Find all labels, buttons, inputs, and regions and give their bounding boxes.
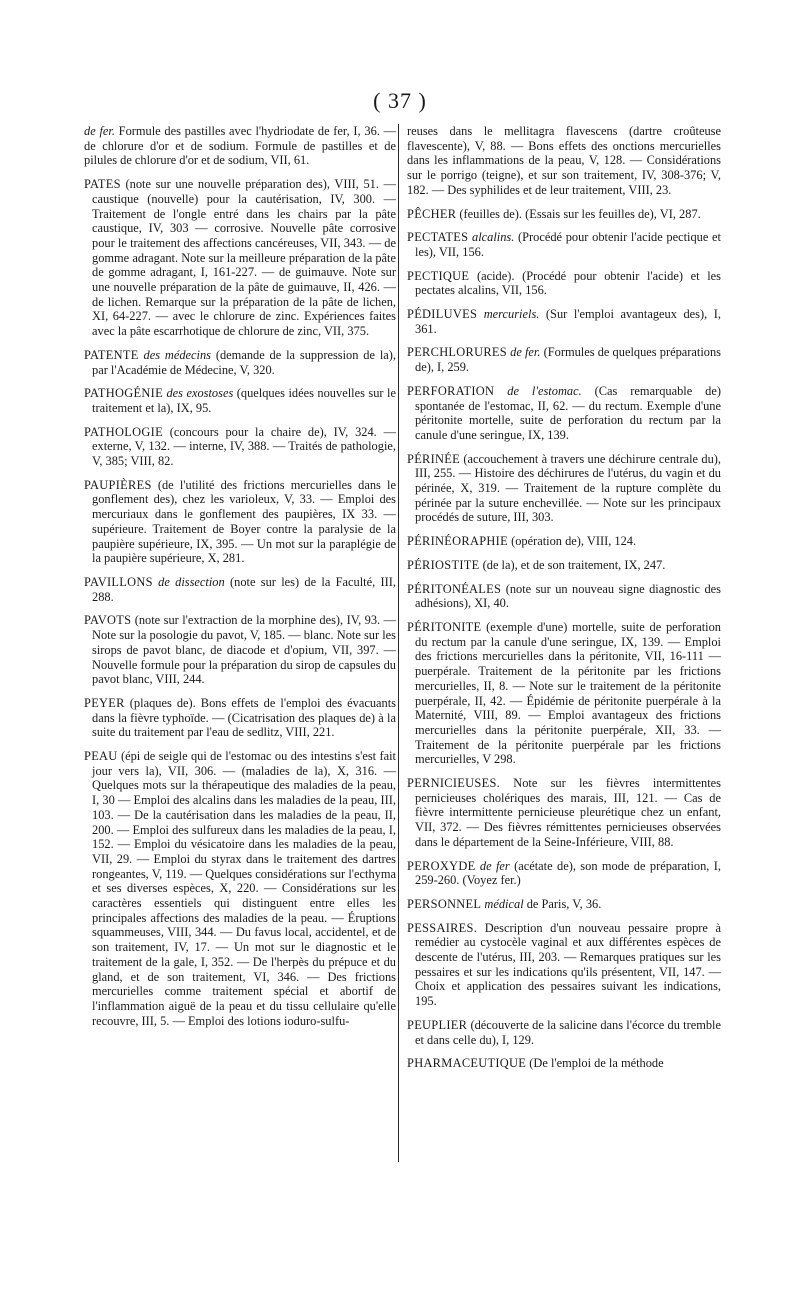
index-entry — [407, 452, 721, 526]
entry-headword: PEYER — [84, 695, 125, 710]
entry-text: (exemple d'une) mortelle, suite de perforation du rectum par la canule d'une seringue, IX, 139. — Emploi des frictions mercurielles dans la péritonite, VII, 16-111 — puerpérale. Traitement de la péritonite par les frictions mercurielles, II, 8. — Note sur le traitement de la péritonite puerpérale, II, 42. — Épidémie de péritonite puerpérale à la Maternité, VIII, 89. — Emploi avantageux des frictions mercurielles dans la péritonite puerpérale, XII, 33. — Traitement de la péritonite puerpérale par les frictions mercurielles, V 298. — [415, 619, 721, 767]
entry-text: (acide). (Procédé pour obtenir l'acide) et les pectates alcalins, VII, 156. — [415, 268, 721, 298]
entry-subject: de fer — [475, 858, 510, 873]
entry-text: (note sur un nouveau signe diagnostic des adhésions), XI, 40. — [415, 581, 721, 611]
entry-headword: PÉDILUVES — [407, 307, 478, 322]
index-entry — [407, 269, 721, 298]
entry-text: (épi de seigle qui de l'estomac ou des intestins s'est fait jour vers la), VII, 306. — (maladies de la), X, 316. — Quelques mots sur la thérapeutique des maladies de la peau, I, 30 — Emploi des alcalins dans les maladies de la peau, III, 103. — De la cautérisation dans les maladies de la peau, II, 200. — Emploi des sulfureux dans les maladies de la peau, I, 152. — Emploi du vésicatoire dans les maladies de la peau, VII, 29. — Emploi du styrax dans le traitement des dartres rongeantes, V, 119. — Quelques considérations sur l'ecthyma et ses diverses espèces, X, 220. — Considérations sur les caractères essentiels qui distinguent entre elles les principales affections des maladies de la peau. — Éruptions squammeuses, VIII, 344. — Du favus local, accidentel, et de son traitement, IV, 17. — Un mot sur le diagnostic et le traitement de la gale, I, 352. — De l'herpès du prépuce et du gland, et de son traitement, VI, 346. — Des frictions mercurielles comme traitement spécial et abortif de l'inflammation aiguë de la peau et du tissu cellulaire qu'elle recouvre, III, 5. — Emploi des lotions ioduro-sulfu- — [92, 749, 396, 1028]
index-entry — [84, 478, 396, 566]
entry-text: (plaques de). Bons effets de l'emploi des évacuants dans la fièvre typhoïde. — (Cicatrisation des plaques de) à la suite du traitement par l'eau de sedlitz, VIII, 221. — [92, 695, 396, 740]
entry-headword: PERSONNEL — [407, 896, 482, 911]
entry-text: (note sur une nouvelle préparation des), VIII, 51. — caustique (nouvelle) pour la cautérisation, IV, 300. — Traitement de l'ongle entré dans les chairs par la pâte caustique, IV, 303 — corrosive. Nouvelle pâte corrosive pour le traitement des affections cancéreuses, VII, 343. — de gomme adragant. Note sur la meilleure préparation de la pâte de gomme adragant, I, 161-227. — de guimauve. Note sur une nouvelle préparation de la pâte de guimauve, II, 426. — de lichen. Remarque sur la préparation de la pâte de lichen, XI, 64-227. — avec le chlorure de zinc. Expériences faites avec la pâte escarrhotique de chlorure de zinc, VII, 375. — [92, 177, 396, 339]
entry-text: (quelques idées nouvelles sur le traitement et la), IX, 95. — [92, 386, 396, 415]
entry-text: (De l'emploi de la méthode — [526, 1056, 664, 1071]
entry-text: (note sur les) de la Faculté, III, 288. — [92, 574, 397, 604]
entry-text: (note sur l'extraction de la morphine des), IV, 93. — Note sur la posologie du pavot, V, 185. — blanc. Note sur les sirops de pavot blanc, de diacode et d'opium, VII, 397. — Nouvelle formule pour la préparation du sirop de capsules du pavot blanc, VIII, 244. — [92, 613, 396, 687]
entry-text: Note sur les fièvres intermittentes pernicieuses cholériques des marais, III, 121. — Cas de fièvre intermittente pernicieuse pleurétique chez un enfant, VII, 372. — Des fièvres rémittentes pernicieuses observées dans le département de la Seine-Inférieure, VIII, 88. — [415, 776, 721, 849]
entry-subject: de fer. — [84, 124, 115, 138]
entry-subject: mercuriels. — [477, 307, 540, 322]
entry-headword: PÉRINÉORAPHIE — [407, 534, 508, 549]
entry-text: (demande de la suppression de la), par l'Académie de Médecine, V, 320. — [92, 347, 396, 377]
entry-headword: PECTIQUE — [407, 268, 470, 283]
index-entry — [84, 177, 396, 339]
entry-headword: PEROXYDE — [407, 858, 476, 873]
entry-headword: PATHOGÉNIE — [84, 386, 163, 401]
index-entry — [84, 124, 396, 168]
entry-text: (Cas remarquable de) spontanée de l'estomac, II, 62. — du rectum. Exemple d'une péritonite mortelle, suite de perforation du rectum par la canule d'une seringue, IX, 139. — [415, 383, 721, 442]
index-entry — [407, 345, 721, 374]
entry-subject: médical — [481, 896, 524, 911]
entry-subject: de l'estomac. — [494, 383, 582, 398]
entry-text: (opération de), VIII, 124. — [507, 534, 637, 549]
entry-headword: PAUPIÈRES — [84, 477, 152, 492]
entry-text: (acétate de), son mode de préparation, I, 259-260. (Voyez fer.) — [415, 858, 722, 888]
entry-headword: PECTATES — [407, 230, 469, 245]
column-divider — [398, 124, 399, 1162]
entry-subject: des médecins — [138, 347, 211, 362]
entry-subject: des exostoses — [162, 386, 234, 401]
index-entry — [84, 425, 396, 469]
left-column — [84, 124, 396, 1037]
entry-headword: PEUPLIER — [407, 1017, 468, 1032]
entry-subject: de dissection — [152, 574, 225, 589]
index-entry — [407, 776, 721, 850]
index-entry — [407, 1056, 721, 1071]
entry-text: reuses dans le mellitagra flavescens (dartre croûteuse flavescente), V, 88. — Bons effets des onctions mercurielles dans les inflammations de la peau, V, 128. — Considérations sur le porrigo (teigne), et sur son traitement, IV, 308-376; V, 182. — Des syphilides et de leur traitement, VIII, 23. — [407, 124, 721, 197]
entry-headword: PÉRITONITE — [407, 619, 482, 634]
entry-headword: PAVILLONS — [84, 574, 153, 589]
entry-headword: PHARMACEUTIQUE — [407, 1056, 527, 1071]
entry-headword: PATENTE — [84, 347, 139, 362]
right-column — [407, 124, 721, 1080]
entry-text: Description d'un nouveau pessaire propre à remédier au cystocèle vaginal et aux différentes espèces de descente de l'utérus, III, 203. — Remarques pratiques sur les pessaires et sur les indications qu'ils présentent, VII, 147. — Choix et application des pessaires suivant les indications, 195. — [415, 920, 721, 1009]
entry-headword: PATHOLOGIE — [84, 424, 163, 439]
index-entry — [84, 696, 396, 740]
index-entry — [84, 348, 396, 377]
page-number: ( 37 ) — [373, 88, 427, 113]
index-entry — [407, 897, 721, 912]
index-entry — [407, 207, 721, 222]
index-entry — [407, 558, 721, 573]
index-entry — [407, 384, 721, 443]
index-entry — [84, 613, 396, 687]
entry-subject: alcalins. — [468, 230, 515, 245]
entry-headword: PÊCHER — [407, 206, 457, 221]
entry-headword: PEAU — [84, 749, 118, 764]
entry-headword: PAVOTS — [84, 613, 132, 628]
entry-text: (accouchement à travers une déchirure centrale du), III, 255. — Histoire des déchirures de l'utérus, du vagin et du périnée, X, 319. — Traitement de la rupture complète du périnée par la suture enchevillée. — Note sur les principaux procédés de suture, III, 303. — [415, 451, 721, 525]
entry-text: (de la), et de son traitement, IX, 247. — [479, 557, 666, 572]
index-entry — [407, 582, 721, 611]
index-entry — [407, 1018, 721, 1047]
index-entry — [407, 230, 721, 259]
entry-headword: PESSAIRES. — [407, 920, 478, 935]
entry-text: (concours pour la chaire de), IV, 324. — externe, V, 132. — interne, IV, 388. — Traités de pathologie, V, 385; VIII, 82. — [92, 424, 396, 469]
index-entry — [407, 620, 721, 767]
index-entry — [84, 749, 396, 1028]
entry-subject: de fer. — [507, 345, 541, 360]
entry-headword: PERCHLORURES — [407, 345, 507, 360]
entry-text: (feuilles de). (Essais sur les feuilles de), VI, 287. — [456, 206, 701, 221]
entry-headword: PERFORATION — [407, 383, 495, 398]
entry-text: (découverte de la salicine dans l'écorce du tremble et dans celle du), I, 129. — [415, 1017, 721, 1047]
entry-text: (Sur l'emploi avantageux des), I, 361. — [415, 307, 721, 336]
index-entry — [407, 534, 721, 549]
index-entry — [407, 921, 721, 1009]
index-entry — [84, 386, 396, 415]
entry-headword: PERNICIEUSES. — [407, 776, 501, 791]
index-entry — [407, 124, 721, 198]
entry-text: (de l'utilité des frictions mercurielles dans le gonflement des), chez les varioleux, V, 33. — Emploi des mercuriaux dans le gonflement des paupières, IX 33. — supérieure. Traitement de Boyer contre la paralysie de la paupière supérieure, IX, 395. — Un mot sur la paraplégie de la paupière supérieure, X, 281. — [92, 477, 396, 566]
entry-text: (Procédé pour obtenir l'acide pectique et les), VII, 156. — [415, 230, 721, 259]
index-entry — [407, 307, 721, 336]
index-entry — [407, 859, 721, 888]
entry-headword: PÉRINÉE — [407, 451, 461, 466]
entry-headword: PATES — [84, 177, 121, 192]
entry-text: (Formules de quelques préparations de), I, 259. — [415, 345, 721, 375]
entry-headword: PÉRITONÉALES — [407, 581, 502, 596]
entry-headword: PÉRIOSTITE — [407, 557, 480, 572]
entry-text: de Paris, V, 36. — [523, 896, 602, 911]
index-entry — [84, 575, 396, 604]
entry-text: Formule des pastilles avec l'hydriodate de fer, I, 36. — de chlorure d'or et de sodium. Formule de pastilles et de pilules de chlorure d'or et de sodium, VII, 61. — [84, 124, 396, 168]
